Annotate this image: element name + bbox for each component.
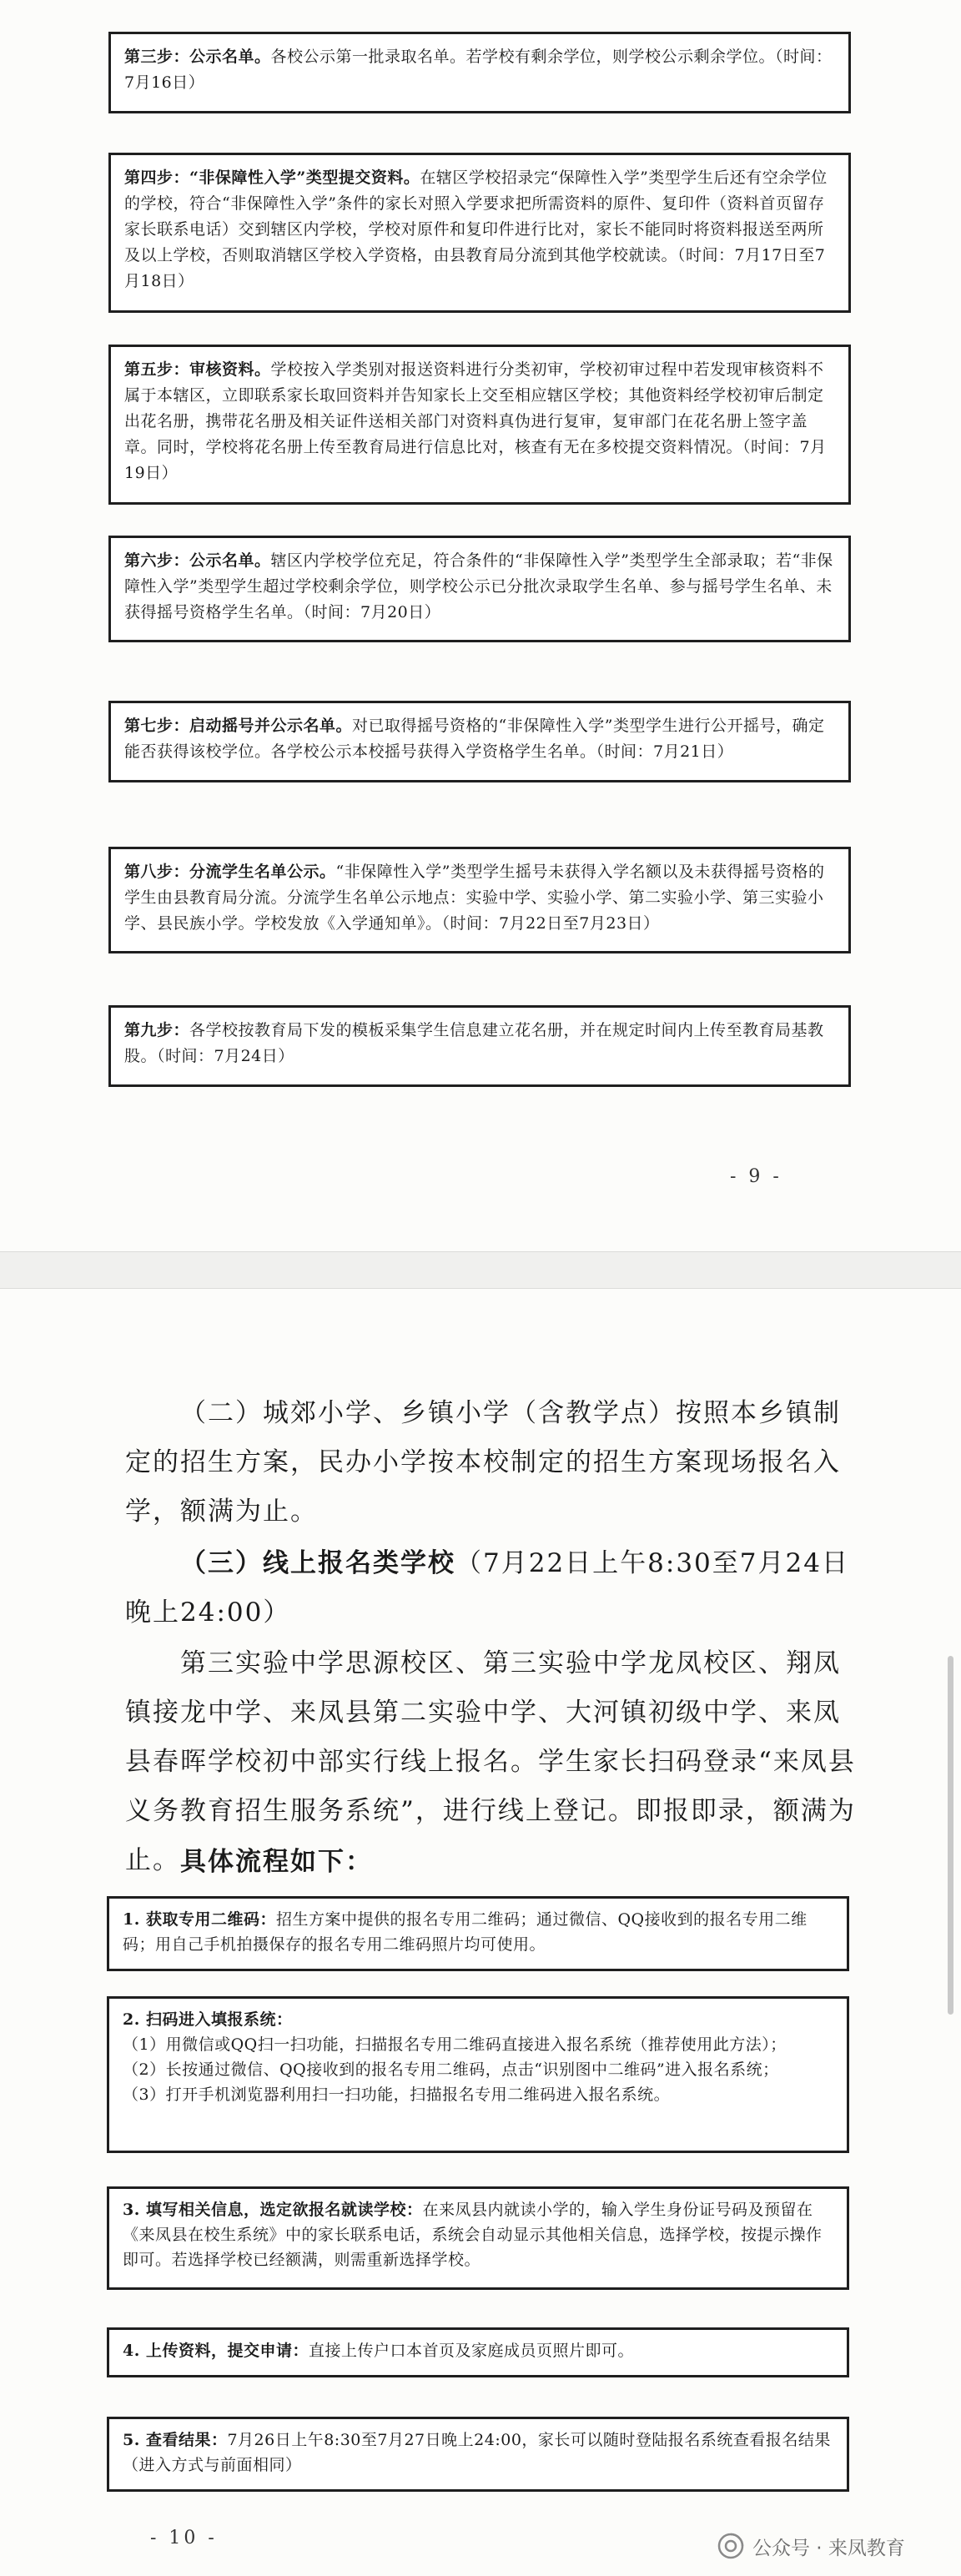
flow-step-3-box	[107, 2186, 849, 2290]
step-3-body: 各校公示第一批录取名单。若学校有剩余学位，则学校公示剩余学位。（时间：7月16日）	[124, 48, 833, 92]
step-9-heading: 第九步：	[124, 1021, 190, 1039]
step-5-heading: 第五步：审核资料。	[124, 360, 271, 379]
flow-step-5-text: 7月26日上午8:30至7月27日晚上24:00，家长可以随时登陆报名系统查看报名结果（进入方式与前面相同）	[123, 2431, 831, 2474]
step-8-box	[108, 847, 851, 953]
section-3-heading: （三）线上报名类学校	[180, 1548, 455, 1578]
watermark	[717, 2529, 905, 2563]
flow-step-5-box	[107, 2417, 849, 2492]
flow-step-4-box	[107, 2327, 849, 2377]
flow-step-2-line-3: （3）打开手机浏览器利用扫一扫功能，扫描报名专用二维码进入报名系统。	[123, 2085, 671, 2104]
section-2-paragraph	[125, 1389, 859, 1537]
step-9-body: 各学校按教育局下发的模板采集学生信息建立花名册，并在规定时间内上传至教育局基教股。（时间：7月24日）	[124, 1021, 824, 1065]
page-separator	[0, 1251, 961, 1289]
step-4-heading: 第四步：“非保障性入学”类型提交资料。	[124, 169, 420, 187]
section-3-body: 第三实验中学思源校区、第三实验中学龙凤校区、翔凤镇接龙中学、来凤县第二实验中学、大河镇初级中学、来凤县春晖学校初中部实行线上报名。学生家长扫码登录“来凤县义务教育招生服务系统”，进行线上登记。即报即录，额满为止。	[125, 1648, 856, 1875]
flow-title-paragraph	[125, 1838, 859, 1887]
step-5-box	[108, 345, 851, 505]
wechat-official-account-icon	[717, 2533, 744, 2559]
flow-step-4-heading: 4. 上传资料，提交申请：	[123, 2342, 309, 2360]
flow-step-1-heading: 1. 获取专用二维码：	[123, 1910, 276, 1929]
page-number-9: - 9 -	[730, 1166, 782, 1187]
document-page-9	[0, 0, 961, 1251]
section-2-text: （二）城郊小学、乡镇小学（含教学点）按照本乡镇制定的招生方案，民办小学按本校制定的招生方案现场报名入学，额满为止。	[125, 1398, 841, 1527]
step-3-box	[108, 32, 851, 113]
section-3-time: （7月22日上午8:30至7月24日晚上24:00）	[125, 1548, 849, 1628]
flow-step-1-box	[107, 1896, 849, 1971]
flow-step-2-line-1: （1）用微信或QQ扫一扫功能，扫描报名专用二维码直接进入报名系统（推荐使用此方法）；	[123, 2035, 787, 2054]
step-6-body: 辖区内学校学位充足，符合条件的“非保障性入学”类型学生全部录取；若“非保障性入学”类型学生超过学校剩余学位，则学校公示已分批次录取学生名单、参与摇号学生名单、未获得摇号资格学生名单。（时间：7月20日）	[124, 551, 833, 621]
scrollbar[interactable]	[948, 1656, 953, 2015]
step-7-box	[108, 701, 851, 782]
flow-step-4-text: 直接上传户口本首页及家庭成员页照片即可。	[308, 2342, 634, 2360]
page-number-10: - 10 -	[150, 2528, 218, 2548]
flow-step-3-heading: 3. 填写相关信息，选定欲报名就读学校：	[123, 2201, 423, 2219]
flow-title: 具体流程如下：	[180, 1847, 373, 1877]
step-4-body: 在辖区学校招录完“保障性入学”类型学生后还有空余学位的学校，符合“非保障性入学”条件的家长对照入学要求把所需资料的原件、复印件（资料首页留存家长联系电话）交到辖区内学校，学校对原件和复印件进行比对，家长不能同时将资料报送至两所及以上学校，否则取消辖区学校入学资格，由县教育局分流到其他学校就读。（时间：7月17日至7月18日）	[124, 169, 828, 290]
flow-step-2-heading: 2. 扫码进入填报系统：	[123, 2010, 293, 2029]
section-3-paragraph	[125, 1539, 859, 1638]
flow-step-2-line-2: （2）长按通过微信、QQ接收到的报名专用二维码，点击“识别图中二维码”进入报名系统；	[123, 2060, 779, 2079]
step-5-body: 学校按入学类别对报送资料进行分类初审，学校初审过程中若发现审核资料不属于本辖区，立即联系家长取回资料并告知家长上交至相应辖区学校；其他资料经学校初审后制定出花名册，携带花名册及相关证件送相关部门对资料真伪进行复审，复审部门在花名册上签字盖章。同时，学校将花名册上传至教育局进行信息比对，核查有无在多校提交资料情况。（时间：7月19日）	[124, 360, 827, 482]
step-3-heading: 第三步：公示名单。	[124, 48, 271, 66]
document-page-10	[0, 1289, 961, 2576]
watermark-text: 公众号 · 来凤教育	[752, 2537, 905, 2559]
step-8-body: “非保障性入学”类型学生摇号未获得入学名额以及未获得摇号资格的学生由县教育局分流。分流学生名单公示地点：实验中学、实验小学、第二实验小学、第三实验小学、县民族小学。学校发放《入学通知单》。（时间：7月22日至7月23日）	[124, 863, 825, 933]
step-7-heading: 第七步：启动摇号并公示名单。	[124, 717, 353, 735]
step-8-heading: 第八步：分流学生名单公示。	[124, 863, 336, 881]
flow-step-2-box	[107, 1996, 849, 2153]
section-3-heading-line	[125, 1539, 859, 1638]
step-9-box	[108, 1005, 851, 1087]
step-4-box	[108, 153, 851, 313]
flow-step-1-text: 招生方案中提供的报名专用二维码；通过微信、QQ接收到的报名专用二维码；用自己手机拍摄保存的报名专用二维码照片均可使用。	[123, 1910, 808, 1954]
step-7-body: 对已取得摇号资格的“非保障性入学”类型学生进行公开摇号，确定能否获得该校学位。各学校公示本校摇号获得入学资格学生名单。（时间：7月21日）	[124, 717, 825, 761]
flow-step-3-text: 在来凤县内就读小学的，输入学生身份证号码及预留在《来凤县在校生系统》中的家长联系电话，系统会自动显示其他相关信息，选择学校，按提示操作即可。若选择学校已经额满，则需重新选择学校。	[123, 2201, 823, 2269]
step-6-box	[108, 536, 851, 642]
flow-step-5-heading: 5. 查看结果：	[123, 2431, 228, 2449]
step-6-heading: 第六步：公示名单。	[124, 551, 271, 570]
